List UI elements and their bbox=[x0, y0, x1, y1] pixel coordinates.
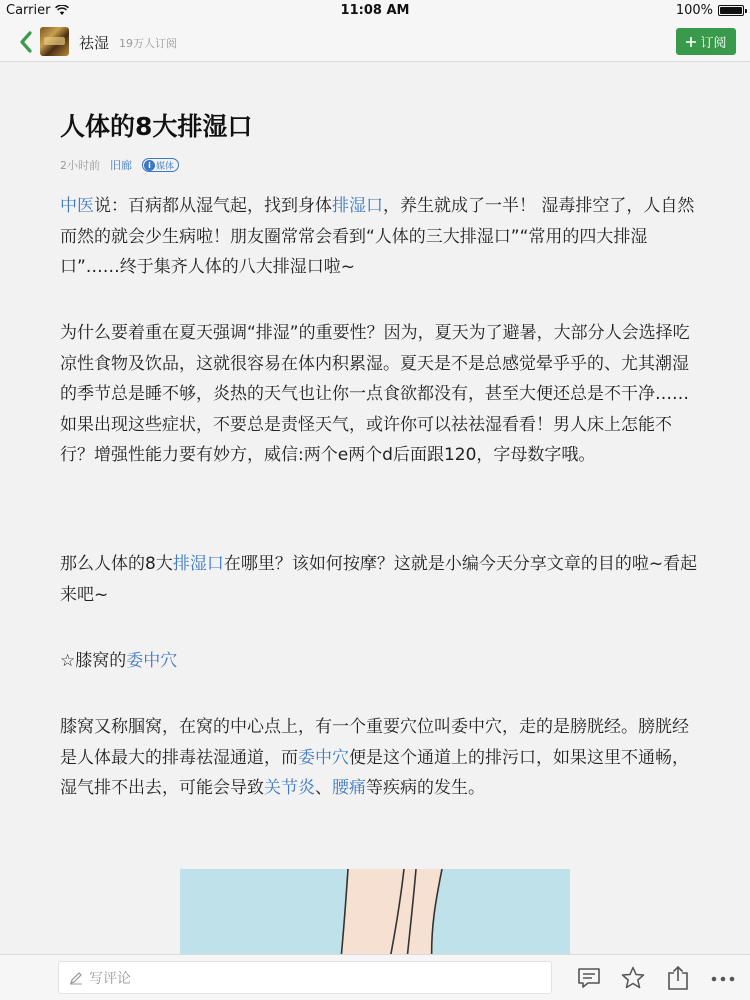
more-icon[interactable] bbox=[710, 965, 736, 991]
chevron-left-icon bbox=[14, 28, 38, 56]
status-time: 11:08 AM bbox=[340, 3, 410, 18]
article-meta bbox=[60, 157, 179, 173]
share-icon[interactable] bbox=[665, 965, 691, 991]
article-title: 人体的8大排湿口 bbox=[60, 112, 253, 141]
comment-input[interactable] bbox=[58, 961, 552, 994]
media-badge-icon: i bbox=[144, 160, 155, 171]
paragraph-weizhong: 膝窝又称腘窝，在窝的中心点上，有一个重要穴位叫委中穴，走的是膀胱经。膀胱经是人体最大的排毒祛湿通道，而委中穴便是这个通道上的排污口，如果这里不通畅，湿气排不出去，可能会导致关节炎、腰痛等疾病的发生。 bbox=[60, 717, 689, 798]
status-right bbox=[676, 3, 744, 18]
link-zhongyi[interactable]: 中医 bbox=[60, 196, 94, 216]
link-arthritis[interactable]: 关节炎 bbox=[264, 778, 315, 798]
subscribe-button[interactable] bbox=[676, 28, 736, 55]
nav-bar bbox=[0, 22, 750, 62]
article-content[interactable] bbox=[0, 63, 750, 954]
channel-avatar[interactable] bbox=[40, 27, 69, 56]
paragraph-intro: 中医说：百病都从湿气起，找到身体排湿口，养生就成了一半！ 湿毒排空了，人自然而然的就会少生病啦！朋友圈常常会看到“人体的三大排湿口”“常用的四大排湿口”……终于集齐人体的八大排湿口啦~ bbox=[60, 196, 695, 277]
knee-illustration bbox=[180, 869, 570, 954]
star-icon[interactable] bbox=[620, 965, 646, 991]
link-weizhongxue[interactable]: 委中穴 bbox=[126, 651, 178, 671]
media-badge bbox=[142, 158, 179, 172]
battery-icon bbox=[718, 5, 744, 16]
source-name[interactable]: 旧廊 bbox=[110, 159, 132, 172]
plus-icon bbox=[685, 36, 697, 48]
battery-level bbox=[720, 7, 742, 14]
knee-drawing bbox=[180, 869, 570, 954]
bottom-toolbar bbox=[0, 954, 750, 1000]
comment-icon[interactable] bbox=[576, 965, 602, 991]
carrier-label: Carrier bbox=[6, 3, 51, 18]
paragraph-summer: 为什么要着重在夏天强调“排湿”的重要性？因为，夏天为了避暑，大部分人会选择吃凉性食物及饮品，这就很容易在体内积累湿。夏天是不是总感觉晕乎乎的、尤其潮湿的季节总是睡不够，炎热的天气也让你一点食欲都没有，甚至大便还总是不干净……如果出现这些症状，不要总是责怪天气，或许你可以祛祛湿看看！男人床上怎能不行？增强性能力要有妙方，威信:两个e两个d后面跟120，字母数字哦。 bbox=[60, 323, 690, 465]
status-bar bbox=[0, 0, 750, 22]
link-paishikou-2[interactable]: 排湿口 bbox=[172, 554, 224, 574]
pencil-icon bbox=[69, 971, 83, 985]
paragraph-where: 那么人体的8大排湿口在哪里？该如何按摩？这就是小编今天分享文章的目的啦~看起来吧~ bbox=[60, 554, 698, 605]
subscribe-label: 订阅 bbox=[700, 36, 727, 51]
section-heading-weizhong: ☆膝窝的委中穴 bbox=[60, 651, 178, 671]
subscriber-count: 19万人订阅 bbox=[119, 37, 177, 50]
media-badge-label: 媒体 bbox=[156, 161, 175, 172]
back-button[interactable] bbox=[14, 28, 38, 56]
link-backpain[interactable]: 腰痛 bbox=[332, 778, 366, 798]
comment-placeholder: 写评论 bbox=[89, 970, 131, 987]
link-weizhongxue-2[interactable]: 委中穴 bbox=[298, 747, 349, 768]
channel-name[interactable]: 祛湿 bbox=[79, 34, 110, 52]
publish-time: 2小时前 bbox=[60, 159, 100, 172]
link-paishikou[interactable]: 排湿口 bbox=[332, 196, 383, 216]
battery-percent: 100% bbox=[675, 3, 713, 18]
